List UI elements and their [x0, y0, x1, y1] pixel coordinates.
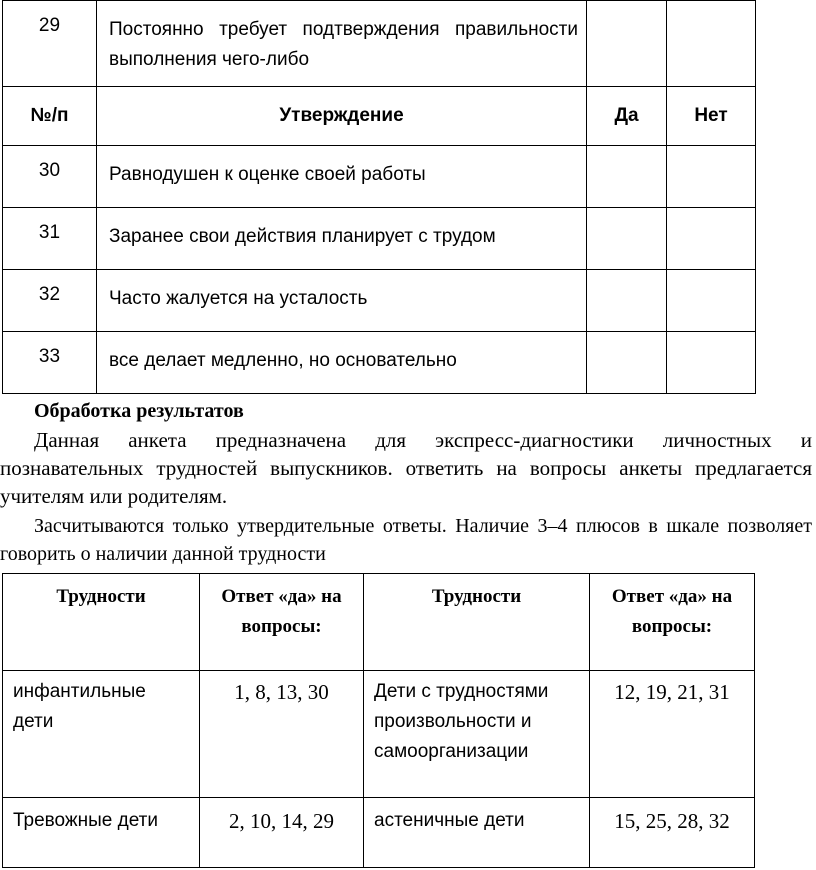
row-statement: Часто жалуется на усталость	[97, 270, 587, 332]
header-difficulties: Трудности	[3, 574, 200, 671]
row-number: 29	[3, 1, 97, 87]
table-row	[3, 671, 755, 798]
no-cell	[667, 1, 756, 87]
no-cell	[667, 332, 756, 394]
processing-paragraph-1: Данная анкета предназначена для экспресс-диагностики личностных и познавательных трудностей выпускников. ответить на вопросы анкеты предлагается учителям или родителям.	[0, 428, 812, 508]
survey-table	[2, 0, 756, 394]
yes-cell	[587, 146, 667, 208]
header-answers: Ответ «да» на вопросы:	[590, 574, 755, 671]
processing-paragraph-2: Засчитываются только утвердительные ответы. Наличие 3–4 плюсов в шкале позволяет говорить о наличии данной трудности	[0, 515, 812, 565]
header-number: №/п	[3, 87, 97, 146]
processing-heading: Обработка результатов	[34, 400, 244, 422]
table-row	[3, 1, 756, 87]
difficulty-label: инфантильные дети	[3, 671, 200, 798]
header-yes: Да	[587, 87, 667, 146]
yes-cell	[587, 332, 667, 394]
row-statement: Постоянно требует подтверждения правильности выполнения чего-либо	[97, 1, 587, 87]
table-row	[3, 798, 755, 868]
table-row	[3, 332, 756, 394]
yes-cell	[587, 1, 667, 87]
answer-numbers: 2, 10, 14, 29	[200, 798, 364, 868]
no-cell	[667, 270, 756, 332]
header-difficulties: Трудности	[364, 574, 590, 671]
row-statement: Заранее свои действия планирует с трудом	[97, 208, 587, 270]
yes-cell	[587, 208, 667, 270]
row-statement: все делает медленно, но основательно	[97, 332, 587, 394]
row-number: 31	[3, 208, 97, 270]
table-row	[3, 270, 756, 332]
yes-cell	[587, 270, 667, 332]
answer-numbers: 15, 25, 28, 32	[590, 798, 755, 868]
difficulties-header-row	[3, 574, 755, 671]
table-row	[3, 146, 756, 208]
difficulty-label: астеничные дети	[364, 798, 590, 868]
header-statement: Утверждение	[97, 87, 587, 146]
difficulty-label: Дети с трудностями произвольности и самоорганизации	[364, 671, 590, 798]
row-number: 30	[3, 146, 97, 208]
answer-numbers: 1, 8, 13, 30	[200, 671, 364, 798]
difficulties-table	[2, 573, 755, 868]
survey-header-row	[3, 87, 756, 146]
no-cell	[667, 146, 756, 208]
header-no: Нет	[667, 87, 756, 146]
header-answers: Ответ «да» на вопросы:	[200, 574, 364, 671]
row-number: 33	[3, 332, 97, 394]
no-cell	[667, 208, 756, 270]
row-number: 32	[3, 270, 97, 332]
difficulty-label: Тревожные дети	[3, 798, 200, 868]
row-statement: Равнодушен к оценке своей работы	[97, 146, 587, 208]
table-row	[3, 208, 756, 270]
answer-numbers: 12, 19, 21, 31	[590, 671, 755, 798]
